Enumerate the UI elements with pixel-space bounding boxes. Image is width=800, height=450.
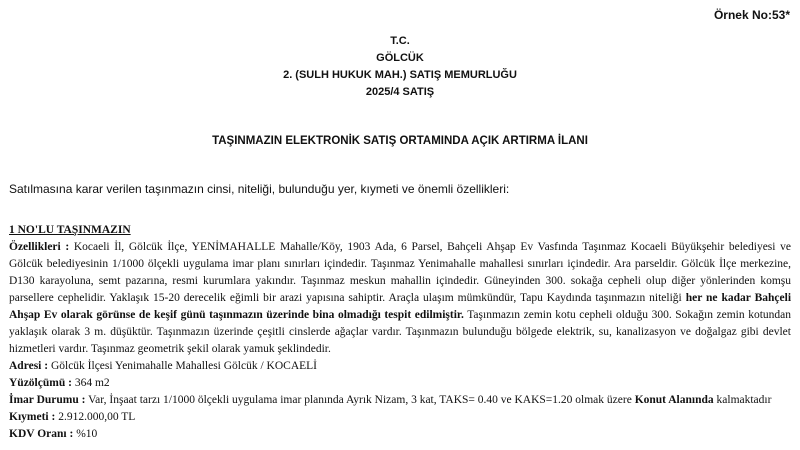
section-title: 1 NO'LU TAŞINMAZIN xyxy=(9,224,131,236)
zoning-label: İmar Durumu : xyxy=(9,394,86,406)
address-row xyxy=(9,358,791,375)
document-header xyxy=(0,33,800,101)
header-line-city: GÖLCÜK xyxy=(376,52,424,64)
value-amount: 2.912.000,00 TL xyxy=(55,411,136,423)
value-row xyxy=(9,409,791,426)
zoning-row xyxy=(9,392,791,409)
address-value: Gölcük İlçesi Yenimahalle Mahallesi Gölcük / KOCAELİ xyxy=(48,360,317,372)
announcement-title: TAŞINMAZIN ELEKTRONİK SATIŞ ORTAMINDA AÇIK ARTIRMA İLANI xyxy=(212,135,588,147)
property-section xyxy=(9,222,791,443)
vat-value: %10 xyxy=(73,428,98,440)
features-text: Kocaeli İl, Gölcük İlçe, YENİMAHALLE Mahalle/Köy, 1903 Ada, 6 Parsel, Bahçeli Ahşap Ev Vasfında Taşınmaz Kocaeli Büyükşehir belediyesi ve Gölcük belediyesinin 1/1000 ölçekli uygulama imar planı sınırları içindedir. Taşınmaz Yenimahalle mahallesi sınırları içindedir. Ara parseldir. Gölcük İlçe merkezine, D130 karayoluna, semt pazarına, resmi kurumlara yakındır. Taşınmaz meskun mahallin içindedir. Güneyinden 300. sokağa cepheli olup diğer yönlerinden komşu parsellere cephelidir. Yaklaşık 15-20 derecelik eğimli bir arazi yapısına sahiptir. Araçla ulaşım mümkündür, Tapu Kaydında taşınmazın niteliği xyxy=(9,241,791,304)
area-label: Yüzölçümü : xyxy=(9,377,72,389)
header-line-office: 2. (SULH HUKUK MAH.) SATIŞ MEMURLUĞU xyxy=(283,69,517,81)
zoning-text-end: kalmaktadır xyxy=(713,394,772,406)
vat-label: KDV Oranı : xyxy=(9,428,74,440)
area-value: 364 m2 xyxy=(71,377,110,389)
vat-row xyxy=(9,426,791,443)
address-label: Adresi : xyxy=(9,360,49,372)
sample-number: Örnek No:53* xyxy=(713,8,790,22)
features-paragraph xyxy=(9,239,791,358)
area-row xyxy=(9,375,791,392)
intro-text: Satılmasına karar verilen taşınmazın cinsi, niteliği, bulunduğu yer, kıymeti ve önemli özellikleri: xyxy=(9,182,510,196)
header-line-tc: T.C. xyxy=(390,35,410,47)
features-text-continued: Taşınmazın zemin kotu cepheli olduğu 300. Sokağın zemin kotundan yaklaşık olarak 3 m. düşüktür. Taşınmazın üzerinde çeşitli cinslerde ağaçlar vardır. Taşınmazın bulunduğu bölgede elektrik, su, kanalizasyon ve doğalgaz gibi devlet hizmetleri vardır. Taşınmaz geometrik şekil olarak yamuk şeklindedir. xyxy=(9,309,791,355)
features-bold-text: her ne kadar Bahçeli Ahşap Ev olarak görünse de keşif günü taşınmazın üzerinde bina olmadığı tespit edilmiştir. xyxy=(9,292,792,321)
zoning-bold: Konut Alanında xyxy=(634,394,714,406)
value-label: Kıymeti : xyxy=(9,411,56,423)
zoning-text: Var, İnşaat tarzı 1/1000 ölçekli uygulama imar planında Ayrık Nizam, 3 kat, TAKS= 0.40 ve KAKS=1.20 olmak üzere xyxy=(85,394,635,406)
header-line-case: 2025/4 SATIŞ xyxy=(365,86,435,98)
features-label: Özellikleri : xyxy=(9,241,70,253)
